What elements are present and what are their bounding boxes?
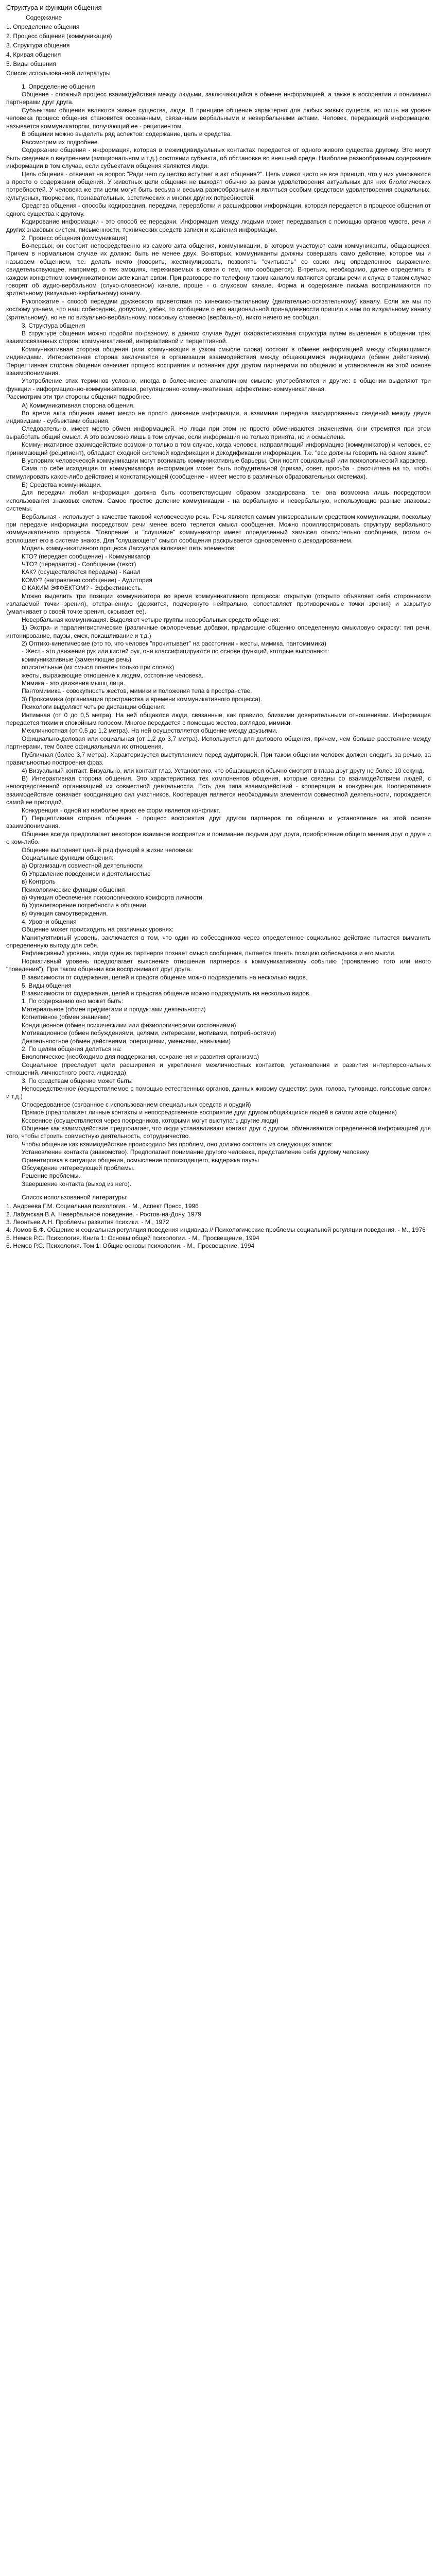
paragraph: С КАКИМ ЭФФЕКТОМ? - Эффективность. xyxy=(22,584,143,592)
paragraph: Модель коммуникативного процесса Лассуэлла включает пять элементов: xyxy=(22,545,236,552)
bibliography-item: 5. Немов Р.С. Психология. Книга 1: Основы общей психологии. - М., Просвещение, 1994 xyxy=(6,1234,259,1242)
subsection-heading: 3. Структура общения xyxy=(22,321,85,329)
paragraph: 3) Проксемика (организация пространства и времени коммуникативного процесса). xyxy=(22,695,263,703)
paragraph: коммуникативные (заменяющие речь) xyxy=(22,655,132,663)
paragraph: Деятельностное (обмен действиями, операциями, умениями, навыками) xyxy=(22,1037,231,1045)
paragraph: Прямое (предполагает личные контакты и непосредственное восприятие друг другом общающихся людей в самом акте общения) xyxy=(22,1109,397,1116)
paragraph: в) Контроль xyxy=(22,878,56,886)
paragraph: 4) Визуальный контакт. Визуально, или контакт глаз. Установлено, что общающиеся обычно смотрят в глаза друг другу не более 10 секунд. xyxy=(22,767,424,774)
paragraph: 1) Экстра- и паралингвистические (различные околоречевые добавки, придающие общению определенную смысловую окраску: тип речи, интонирование, паузы, смех, покашливание и т.д.) xyxy=(6,624,431,639)
paragraph: Для передачи любая информация должна быть соответствующим образом закодирована, т.е. она возможна лишь посредством использования знаковых систем. Самое простое деление коммуникации - на вербальную и невербальную, использующие разные знаковые системы. xyxy=(6,489,431,513)
bibliography-item: 6. Немов Р.С. Психология. Том 1: Общие основы психологии. - М., Просвещение, 1994 xyxy=(6,1242,255,1250)
paragraph: Межличностная (от 0,5 до 1,2 метра). На ней осуществляется общение между друзьями. xyxy=(22,727,278,735)
paragraph: Коммуникативное взаимодействие возможно только в том случае, когда человек, направляющий информацию (коммуникатор) и человек, ее принимающий (реципиент), обладают сходной системой кодификации и декодификации информации. Т.е. "все должны говорить на одном языке". xyxy=(6,441,431,456)
paragraph: Мотивационное (обмен побуждениями, целями, интересами, мотивами, потребностями) xyxy=(22,1029,276,1037)
paragraph: Средства общения - способы кодирования, передачи, переработки и расшифровки информации, которая передается в процессе общения от одного существа к другому. xyxy=(6,202,431,217)
subsection-heading: 4. Уровни общения xyxy=(22,918,77,926)
subsection-heading: 2. Процесс общения (коммуникация) xyxy=(22,234,128,242)
paragraph: Социальные функции общения: xyxy=(22,854,114,861)
paragraph: Публичная (более 3,7 метра). Характеризуется выступлением перед аудиторией. При таком общении человек должен следить за речью, за правильностью построения фраз. xyxy=(6,751,431,767)
subsection-heading: Б) Средства коммуникации. xyxy=(22,481,102,489)
paragraph: - Жест - это движения рук или кистей рук, они классифицируются по основе функций, которые выполняют: xyxy=(22,648,329,655)
paragraph: 2. По целям общения делиться на: xyxy=(22,1045,122,1053)
paragraph: Кодирование информации - это способ ее передачи. Информация между людьми может передаваться с помощью органов чувств, речи и других знаковых систем, письменности, технических средств записи и хранения информации. xyxy=(6,218,431,233)
paragraph: Общение всегда предполагает некоторое взаимное восприятие и понимание людьми друг друга, приобретение общего мнения друг о друге и о ком-либо. xyxy=(6,830,431,846)
paragraph: Решение проблемы. xyxy=(22,1172,80,1180)
bibliography-heading: Список использованной литературы: xyxy=(22,1194,128,1201)
subsection-heading: 5. Виды общения xyxy=(22,982,72,990)
paragraph: Вербальная - использует в качестве таковой человеческую речь. Речь является самым универсальным средством коммуникации, поскольку при передаче информации посредством речи менее всего теряется смысл сообщения. Можно проиллюстрировать структуру вербального коммуникативного процесса. "Говорение" и "слушание" коммуникатор имеет определенный замысел относительно сообщения, потом он воплощает его в системе знаков. Для "слушающего" смысл сообщения раскрывается одновременно с декодированием. xyxy=(6,513,431,544)
paragraph: Нормативный уровень предполагает выяснение отношения партнеров к коммуникативному событию (проявлению того или иного "поведения"). При таком общении все воспринимают друг друга. xyxy=(6,957,431,973)
paragraph: Конкуренция - одной из наиболее ярких ее форм является конфликт. xyxy=(22,806,220,814)
paragraph: Можно выделить три позиции коммуникатора во время коммуникативного процесса: открытую (открыто объявляет себя сторонником излагаемой точки зрения), отстраненную (держится, подчеркнуто нейтрально, сопоставляет противоречивые точки зрения) и закрытую (умалчивает о своей точке зрения, скрывает ее). xyxy=(6,592,431,616)
paragraph: а) Функция обеспечения психологического комфорта личности. xyxy=(22,894,204,901)
paragraph: Мимика - это движения мышц лица. xyxy=(22,680,125,687)
paragraph: а) Организация совместной деятельности xyxy=(22,862,143,870)
paragraph: Обсуждение интересующей проблемы. xyxy=(22,1164,135,1172)
paragraph: Интимная (от 0 до 0,5 метра). На ней общаются люди, связанные, как правило, близкими доверительными отношениями. Информация передается тихим и спокойным голосом. Многое передается с помощью жестов, взглядов, мимики. xyxy=(6,711,431,727)
paragraph: Невербальная коммуникация. Выделяют четыре группы невербальных средств общения: xyxy=(22,616,281,623)
paragraph: в) Функция самоутверждения. xyxy=(22,909,108,917)
paragraph: Рефлексивный уровень, когда один из партнеров познает смысл сообщения, пытается понять позицию собеседника и его мысли. xyxy=(22,950,396,957)
paragraph: В условиях человеческой коммуникации могут возникать коммуникативные барьеры. Они носят социальный или психологический характер. xyxy=(22,457,427,465)
paragraph: В) Интерактивная сторона общения. Это характеристика тех компонентов общения, которые связаны со взаимодействием людей, с непосредственной организацией их совместной деятельности. Есть два типа взаимодействий - кооперация и конкуренция. Кооперативное взаимодействие означает координацию сил участников. Кооперация является необходимым элементом совместной деятельности, порождается самой ее природой. xyxy=(6,774,431,806)
paragraph: Завершение контакта (выход из него). xyxy=(22,1180,132,1188)
paragraph: КАК? (осуществляется передача) - Канал xyxy=(22,568,141,576)
paragraph: Общение может происходить на различных уровнях: xyxy=(22,926,174,934)
paragraph: Когнитивное (обмен знаниями) xyxy=(22,1013,111,1021)
paragraph: Общение - сложный процесс взаимодействия между людьми, заключающийся в обмене информацией, а также в восприятии и понимании партнерами друг друга. xyxy=(6,91,431,106)
toc-item: 4. Кривая общения xyxy=(6,51,61,58)
toc-item: 3. Структура общения xyxy=(6,42,70,49)
paragraph: 2) Оптико-кинетические (это то, что человек "прочитывает" на расстоянии - жесты, мимика, пантомимика) xyxy=(22,640,327,647)
paragraph: Манипулятивный уровень, заключается в том, что один из собеседников через определенное социальное действие пытается выманить определенную выгоду для себя. xyxy=(6,934,431,950)
paragraph: Непосредственное (осуществляемое с помощью естественных органов, данных живому существу: руки, голова, туловище, голосовые связки и т.д.) xyxy=(6,1084,431,1100)
paragraph: Материальное (обмен предметами и продуктами деятельности) xyxy=(22,1005,206,1013)
paragraph: Официально-деловая или социальная (от 1,2 до 3,7 метра). Используется для делового общения, причем, чем больше расстояние между партнерами, тем более официальными их отношения. xyxy=(6,735,431,751)
paragraph: Г) Перцептивная сторона общения - процесс восприятия друг другом партнеров по общению и установление на этой основе взаимопонимания. xyxy=(6,814,431,830)
toc-item: 5. Виды общения xyxy=(6,60,56,67)
paragraph: В зависимости от содержания, целей и средства общение можно подразделить на несколько видов. xyxy=(22,990,311,997)
paragraph: Косвенное (осуществляется через посредников, которыми могут выступать другие люди) xyxy=(22,1116,278,1124)
paragraph: Содержание общения - информация, которая в межиндивидуальных контактах передается от одного живого существа другому. Это могут быть сведения о внутреннем (эмоциональном и т.д.) состоянии субъекта, об обстановке во внешней среде. Наиболее разнообразным содержание информации в том случае, если субъектами общения являются люди. xyxy=(6,146,431,170)
paragraph: Установление контакта (знакомство). Предполагает понимание другого человека, представление себя другому человеку xyxy=(22,1148,369,1156)
bibliography-item: 2. Лабунская В.А. Невербальное поведение. - Ростов-на-Дону, 1979 xyxy=(6,1210,201,1218)
paragraph: 1. По содержанию оно может быть: xyxy=(22,997,124,1005)
paragraph: Употребление этих терминов условно, иногда в более-менее аналогичном смысле употребляются и другие: в общении выделяют три функции - информационно-коммуникативная, регуляционно-коммуникативная, аффективно-коммуникативная. xyxy=(6,377,431,393)
paragraph: Пантомимика - совокупность жестов, мимики и положения тела в пространстве. xyxy=(22,687,252,695)
paragraph: Коммуникативная сторона общения (или коммуникация в узком смысле слова) состоит в обмене информацией между общающимися индивидами. Интерактивная сторона заключается в организации взаимодействия между общающимися индивидами (обмен действиями). Перцептивная сторона общения означает процесс восприятия и познания друг другом партнерами по общению и установления на этой основе взаимопонимания. xyxy=(6,345,431,377)
paragraph: Общение выполняет целый ряд функций в жизни человека: xyxy=(22,846,194,854)
paragraph: Во-первых, он состоит непосредственно из самого акта общения, коммуникации, в котором участвуют сами коммуниканты, общающиеся. Причем в нормальном случае их должно быть не менее двух. Во-вторых, коммуниканты должны совершать само действие, которое мы и называем общением, т.е. делать нечто (говорить, жестикулировать, позволять "считывать" со своих лиц определенное выражение, свидетельствующее, например, о тех эмоциях, переживаемых в связи с тем, что сообщается). В-третьих, необходимо, далее определить в каждом конкретном коммуникативном акте канал связи. При разговоре по телефону таким каналом являются органы речи и слуха; в таком случае говорят об аудио-вербальном (слухо-словесном) канале, проще - о слуховом канале. Форма и содержание письма воспринимаются по зрительному (визуально-вербальному) каналу. xyxy=(6,242,431,297)
paragraph: Психологические функции общения xyxy=(22,886,125,893)
paragraph: Общение как взаимодействие предполагает, что люди устанавливают контакт друг с другом, обмениваются определенной информацией для того, чтобы строить совместную деятельность, сотрудничество. xyxy=(6,1124,431,1140)
paragraph: Психологи выделяют четыре дистанции общения: xyxy=(22,703,166,711)
paragraph: жесты, выражающие отношение к людям, состояние человека. xyxy=(22,671,204,679)
paragraph: Сама по себе исходящая от коммуникатора информация может быть побудительной (приказ, совет, просьба - рассчитана на то, чтобы стимулировать какое-либо действие) и констатирующей (сообщение - имеет место в различных образовательных системах). xyxy=(6,465,431,480)
toc-bibliography-link: Список использованной литературы xyxy=(6,70,111,77)
paragraph: Рукопожатие - способ передачи дружеского приветствия по кинесико-тактильному (двигательно-осязательному) каналу. Если же мы по костюму узнаем, что наш собеседник, допустим, узбек, то сообщение о его национальной принадлежности пришло к нам по визуальному каналу (зрительному), но не по визуально-вербальному, поскольку словесно (вербально), никто ничего не сообщал. xyxy=(6,297,431,321)
paragraph: Ориентировка в ситуации общения, осмысление происходящего, выдержка паузы xyxy=(22,1156,259,1164)
paragraph: Чтобы общение как взаимодействие происходило без проблем, оно должно состоять из следующих этапов: xyxy=(22,1140,333,1148)
document-title: Структура и функции общения xyxy=(6,4,102,11)
paragraph: Кондиционное (обмен психическими или физиологическими состояниями) xyxy=(22,1021,236,1029)
paragraph: Следовательно, имеет место обмен информацией. Но люди при этом не просто обмениваются значениями, они стремятся при этом выработать общий смысл. А это возможно лишь в том случае, если информация не только принята, но и осмыслена. xyxy=(6,425,431,440)
paragraph: Биологическое (необходимо для поддержания, сохранения и развития организма) xyxy=(22,1053,259,1061)
paragraph: КТО? (передает сообщение) - Коммуникатор xyxy=(22,552,150,560)
paragraph: Субъектами общения являются живые существа, люди. В принципе общение характерно для любых живых существ, но лишь на уровне человека процесс общения становится осознанным, связанным вербальными и невербальными актами. Человек, передающий информацию, называется коммуникатором, получающий ее - реципиентом. xyxy=(6,106,431,130)
paragraph: В зависимости от содержания, целей и средств общение можно подразделить на несколько видов. xyxy=(22,973,308,981)
document-body xyxy=(6,82,431,1188)
bibliography-item: 3. Леонтьев А.Н. Проблемы развития психики. - М., 1972 xyxy=(6,1218,169,1226)
subsection-heading: А) Коммуникативная сторона общения. xyxy=(22,401,135,409)
paragraph: Рассмотрим эти три стороны общения подробнее. xyxy=(6,393,151,401)
subsection-heading: Рассмотрим их подробнее. xyxy=(22,139,99,146)
bibliography-list xyxy=(6,1202,431,1250)
paragraph: Во время акта общения имеет место не просто движение информации, а взаимная передача закодированных сведений между двумя индивидами - субъектами общения. xyxy=(6,409,431,425)
paragraph: 3. По средствам общение может быть: xyxy=(22,1077,133,1084)
toc-item: 1. Определение общения xyxy=(6,23,80,30)
paragraph: Опосредованное (связанное с использованием специальных средств и орудий) xyxy=(22,1100,251,1108)
paragraph: б) Удовлетворение потребности в общении. xyxy=(22,902,148,909)
bibliography-item: 4. Ломов Б.Ф. Общение и социальная регуляция поведения индивида // Психологические проблемы социальной регуляции поведения. - М., 1976 xyxy=(6,1226,426,1234)
toc-list xyxy=(6,23,431,68)
toc-item: 2. Процесс общения (коммуникация) xyxy=(6,32,112,40)
paragraph: Цель общения - отвечает на вопрос "Ради чего существо вступает в акт общения?". Цель имеют чисто не все принцип, что у них умножаются в просто о содержании общения. У животных цели общения не выходят обычно за рамки удовлетворения актуальных для них биологических потребностей. У человека же эти цели могут быть весьма и весьма разнообразными и являться особым средством удовлетворения социальных, культурных, творческих, познавательных, эстетических и многих других потребностей. xyxy=(6,170,431,201)
toc-heading: Содержание xyxy=(26,14,62,21)
paragraph: Социальное (преследует цели расширения и укрепления межличностных контактов, установления и развития интерперсональных отношений, личностного роста индивида) xyxy=(6,1061,431,1077)
paragraph: описательные (их смысл понятен только при словах) xyxy=(22,664,175,671)
paragraph: б) Управление поведением и деятельностью xyxy=(22,870,151,877)
paragraph: В структуре общения можно подойти по-разному, в данном случае будет охарактеризована структура путем выделения в общении трех взаимосвязанных сторон: коммуникативной, интерактивной и перцептивной. xyxy=(6,329,431,345)
paragraph: ЧТО? (передается) - Сообщение (текст) xyxy=(22,560,136,568)
bibliography-item: 1. Андреева Г.М. Социальная психология. - М., Аспект Пресс, 1996 xyxy=(6,1202,199,1210)
paragraph: В общении можно выделить ряд аспектов: содержание, цель и средства. xyxy=(22,130,232,138)
paragraph: КОМУ? (направлено сообщение) - Аудитория xyxy=(22,576,152,584)
section-heading: 1. Определение общения xyxy=(22,83,95,90)
